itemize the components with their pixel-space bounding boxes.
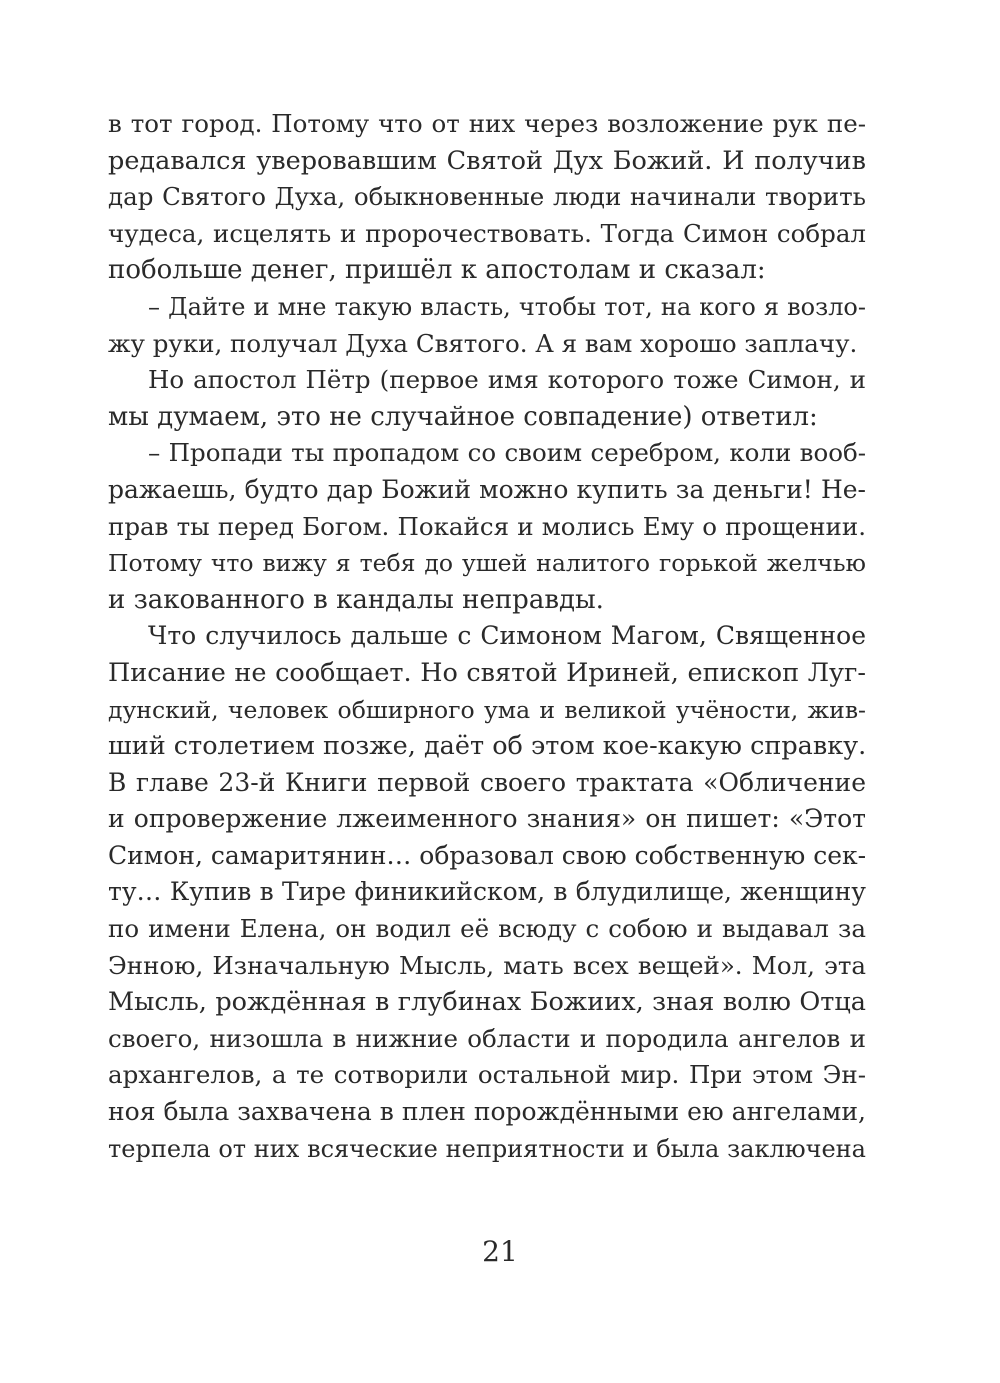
text-line: чудеса, исцелять и пророчествовать. Тогда Симон собрал: [108, 218, 866, 248]
text-line: В главе 23-й Книги первой своего трактата «Обличение: [108, 767, 866, 797]
text-line: побольше денег, пришёл к апостолам и сказал:: [108, 255, 766, 286]
text-line: Что случилось дальше с Симоном Магом, Священное: [148, 621, 866, 651]
text-line: и закованного в кандалы неправды.: [108, 584, 604, 615]
text-line: жу руки, получал Духа Святого. А я вам хорошо заплачу.: [108, 328, 858, 358]
text-line: ражаешь, будто дар Божий можно купить за деньги! Не-: [108, 474, 866, 504]
text-line: архангелов, а те сотворили остальной мир. При этом Эн-: [108, 1060, 866, 1090]
text-line: своего, низошла в нижние области и породила ангелов и: [108, 1023, 866, 1053]
page-number: 21: [482, 1235, 518, 1268]
text-line: прав ты перед Богом. Покайся и молись Ему о прощении.: [108, 511, 866, 541]
text-line: в тот город. Потому что от них через возложение рук пе-: [108, 109, 866, 138]
text-line: Потому что вижу я тебя до ушей налитого горькой желчью: [108, 549, 866, 578]
text-line: ший столетием позже, даёт об этом кое-какую справку.: [108, 731, 866, 762]
text-line: Мысль, рождённая в глубинах Божиих, зная волю Отца: [108, 987, 866, 1018]
text-line: дар Святого Духа, обыкновенные люди начинали творить: [108, 182, 866, 212]
text-line: – Дайте и мне такую власть, чтобы тот, на кого я возло-: [148, 292, 866, 321]
text-line: дунский, человек обширного ума и великой учёности, жив-: [108, 695, 866, 724]
text-line: и опровержение лжеименного знания» он пишет: «Этот: [108, 804, 866, 834]
text-line: мы думаем, это не случайное совпадение) ответил:: [108, 401, 818, 432]
text-line: ту… Купив в Тире финикийском, в блудилище, женщину: [108, 877, 866, 907]
text-line: терпела от них всяческие неприятности и была заключена: [108, 1134, 866, 1163]
body-text: [108, 106, 866, 1167]
text-line: Но апостол Пётр (первое имя которого тоже Симон, и: [148, 365, 866, 395]
text-line: Симон, самаритянин… образовал свою собственную сек-: [108, 840, 866, 870]
text-line: по имени Елена, он водил её всюду с собою и выдавал за: [108, 914, 866, 944]
text-line: ноя была захвачена в плен порождёнными ею ангелами,: [108, 1097, 866, 1127]
text-line: редавался уверовавшим Святой Дух Божий. И получив: [108, 145, 866, 176]
text-line: Писание не сообщает. Но святой Ириней, епископ Луг-: [108, 657, 866, 688]
text-line: Эннoю, Изначальную Мысль, мать всех вещей». Мол, эта: [108, 950, 866, 980]
text-line: – Пропади ты пропадом со своим серебром, коли вооб-: [148, 438, 866, 468]
